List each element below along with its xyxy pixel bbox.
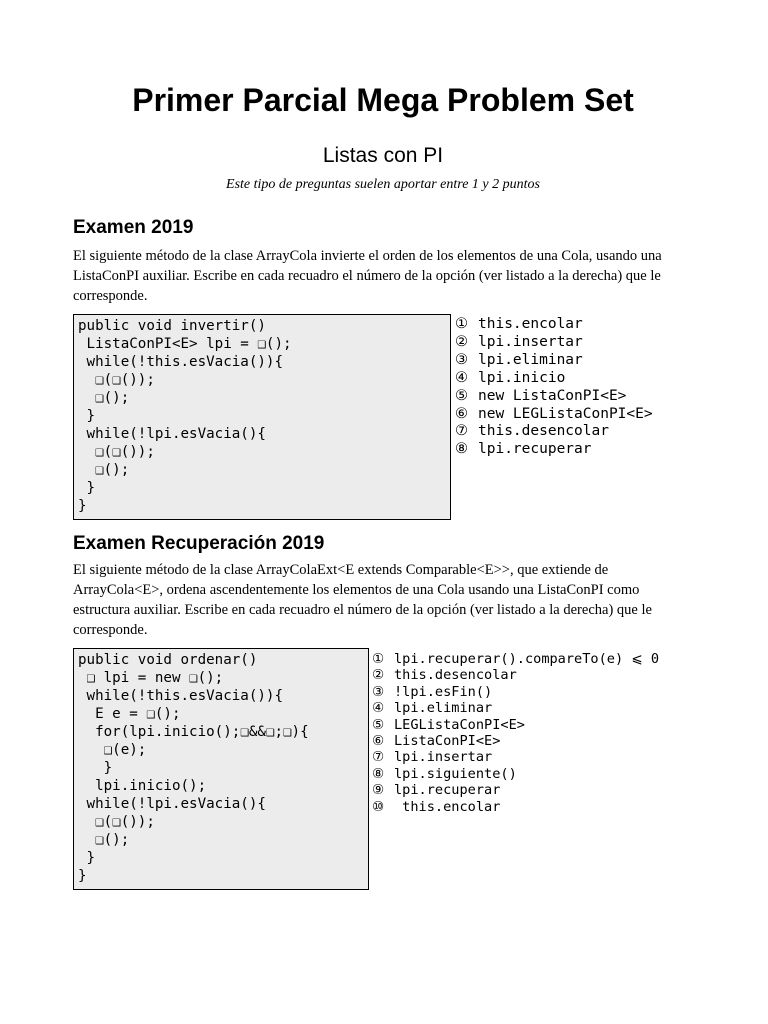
option-text: new LEGListaConPI<E> (478, 405, 653, 422)
document-title: Primer Parcial Mega Problem Set (132, 82, 634, 118)
option-text: lpi.eliminar (394, 700, 493, 717)
exam2-statement: El siguiente método de la clase ArrayColaExt<E extends Comparable<E>>, que extiende de ArrayCola<E>, ordena ascendentemente los elementos de una Cola usando una ListaConPI como estructura auxiliar. Escribe en cada recuadro el número de la opción (ver listado a la derecha) que le corresponde. (73, 562, 652, 638)
option-number: ③ (455, 351, 468, 368)
option-number: ⑥ (372, 733, 385, 750)
option-text: lpi.inicio (478, 369, 566, 386)
option-item (372, 717, 659, 733)
option-text: lpi.eliminar (478, 351, 583, 368)
option-number: ① (455, 316, 468, 332)
code-line: ❑(); (78, 390, 130, 406)
option-text: lpi.insertar (394, 749, 493, 766)
option-text: lpi.siguiente() (394, 765, 517, 782)
option-text: lpi.insertar (478, 333, 583, 350)
option-item (455, 352, 653, 370)
exam1-code-block (73, 314, 451, 520)
option-item (372, 733, 659, 749)
code-line: ❑(❑()); (78, 814, 155, 830)
option-text: lpi.recuperar (478, 441, 592, 458)
option-number: ⑧ (372, 765, 385, 782)
exam2-heading: Examen Recuperación 2019 (73, 533, 325, 554)
exam2-code-block (73, 648, 369, 890)
code-line: public void ordenar() (78, 652, 258, 668)
option-number: ① (372, 651, 385, 667)
option-item (455, 441, 653, 459)
code-line: E e = ❑(); (78, 706, 181, 722)
option-number: ⑧ (455, 441, 468, 458)
option-number: ④ (455, 369, 468, 386)
option-number: ⑦ (372, 749, 385, 766)
code-line: lpi.inicio(); (78, 778, 207, 794)
code-line: ListaConPI<E> lpi = ❑(); (78, 336, 292, 352)
exam1-heading: Examen 2019 (73, 217, 194, 238)
option-number: ⑥ (455, 405, 468, 422)
option-item (372, 667, 659, 683)
code-line: ❑ lpi = new ❑(); (78, 670, 224, 686)
code-line: ❑(); (78, 462, 130, 478)
exam1-statement: El siguiente método de la clase ArrayCola invierte el orden de los elementos de una Cola, usando una ListaConPI auxiliar. Escribe en cada recuadro el número de la opción (ver listado a la derecha) que le corresponde. (73, 248, 662, 304)
code-line: ❑(❑()); (78, 444, 155, 460)
code-line: for(lpi.inicio();❑&&❑;❑){ (78, 724, 309, 740)
option-item (372, 799, 659, 815)
option-text: new ListaConPI<E> (478, 387, 627, 404)
code-line: public void invertir() (78, 318, 266, 334)
code-line: ❑(e); (78, 742, 147, 758)
code-line: } (78, 408, 96, 424)
option-text: this.desencolar (478, 423, 609, 440)
option-number: ⑤ (455, 387, 468, 404)
exam2-options-list (372, 651, 659, 815)
option-item (455, 370, 653, 388)
option-item (372, 684, 659, 700)
option-text: lpi.recuperar (394, 782, 501, 799)
option-item (372, 651, 659, 667)
code-line: ❑(); (78, 832, 130, 848)
option-number: ⑦ (455, 423, 468, 440)
option-number: ④ (372, 700, 385, 717)
option-item (455, 316, 653, 334)
option-number: ⑨ (372, 782, 385, 799)
option-text: LEGListaConPI<E> (394, 716, 525, 733)
option-text: !lpi.esFin() (394, 683, 493, 700)
section-note: Este tipo de preguntas suelen aportar entre 1 y 2 puntos (226, 177, 540, 192)
option-text: this.encolar (394, 798, 501, 815)
code-line: while(!lpi.esVacia(){ (78, 796, 266, 812)
option-number: ② (455, 333, 468, 350)
option-text: this.desencolar (394, 667, 517, 684)
option-item (372, 749, 659, 765)
code-line: } (78, 498, 87, 514)
code-line: } (78, 868, 87, 884)
code-line: while(!this.esVacia()){ (78, 354, 283, 370)
option-text: lpi.recuperar().compareTo(e) ⩽ 0 (394, 651, 660, 667)
option-number: ⑩ (372, 798, 385, 815)
option-number: ③ (372, 683, 385, 700)
option-item (372, 766, 659, 782)
code-line: while(!lpi.esVacia(){ (78, 426, 266, 442)
code-line: } (78, 480, 96, 496)
option-item (455, 406, 653, 424)
option-item (455, 388, 653, 406)
option-item (455, 334, 653, 352)
exam1-options-list (455, 316, 653, 459)
option-number: ⑤ (372, 716, 385, 733)
code-line: ❑(❑()); (78, 372, 155, 388)
code-line: while(!this.esVacia()){ (78, 688, 283, 704)
option-item (455, 423, 653, 441)
option-number: ② (372, 667, 385, 684)
code-line: } (78, 760, 113, 776)
option-item (372, 782, 659, 798)
code-line: } (78, 850, 96, 866)
option-text: ListaConPI<E> (394, 733, 501, 750)
section-title: Listas con PI (322, 144, 444, 167)
option-text: this.encolar (478, 316, 583, 332)
option-item (372, 700, 659, 716)
